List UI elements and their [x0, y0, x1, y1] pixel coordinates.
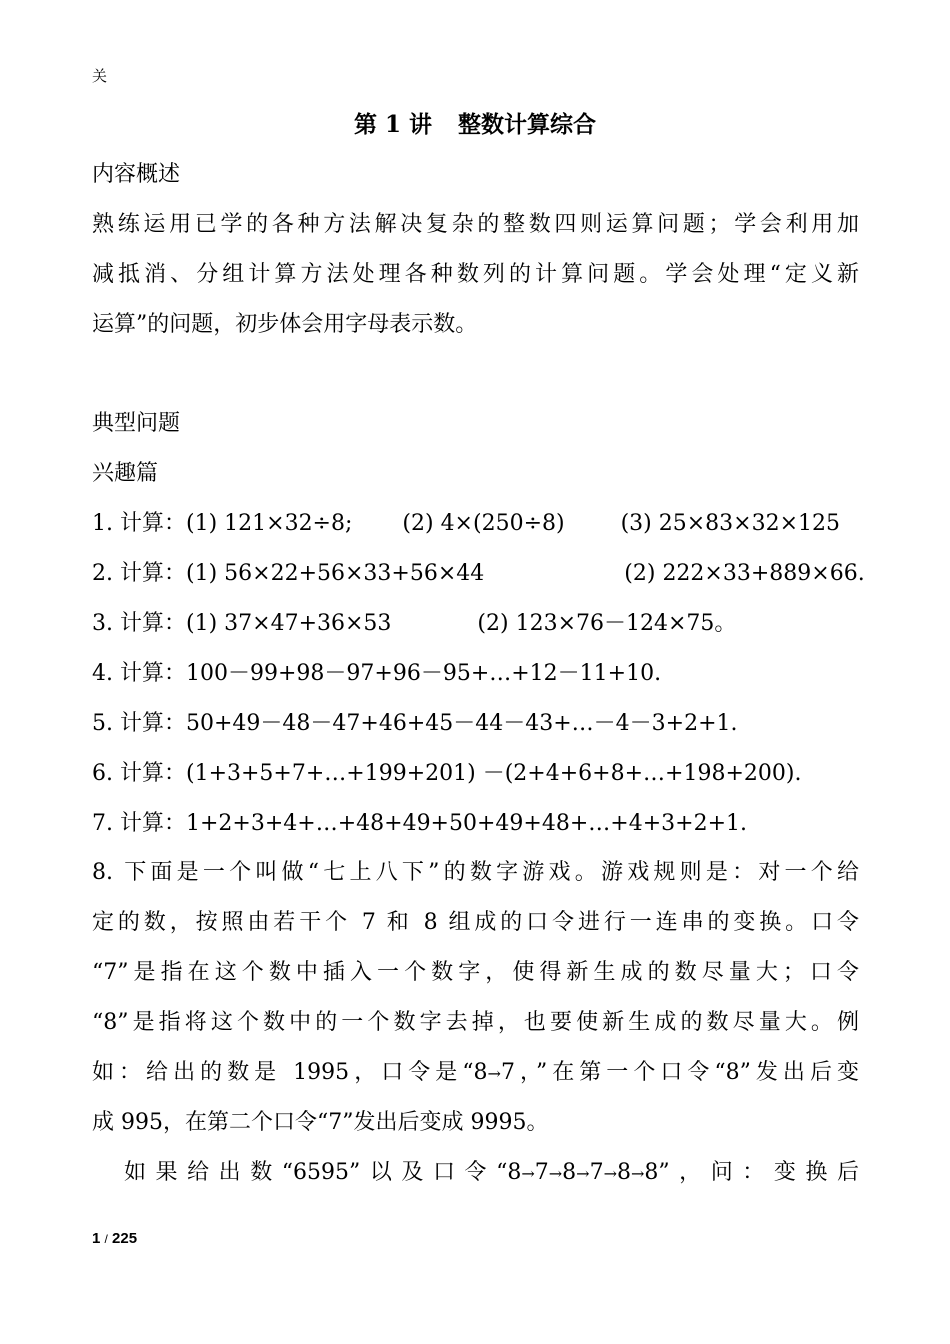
problem-2-part-b: (2) 222×33+889×66. — [624, 561, 865, 586]
problem-8-line-1: 8. 下面是一个叫做“七上八下”的数字游戏。游戏规则是：对一个给 — [92, 860, 859, 885]
arrow-icon: → — [487, 1064, 501, 1083]
page-separator: / — [104, 1232, 108, 1246]
problem-1-part-a: (1) 121×32÷8; — [185, 511, 353, 536]
lecture-number: 第 1 讲 — [353, 111, 433, 138]
section-heading: 典型问题 — [92, 411, 181, 436]
total-pages: 225 — [112, 1230, 138, 1247]
arrow-icon: → — [521, 1164, 535, 1183]
problem-8-line-5-start: 如：给出的数是 1995，口令是“8 — [92, 1060, 488, 1085]
command-digit: 7 — [589, 1160, 604, 1185]
problem-7: 7. 计算：1+2+3+4+…+48+49+50+49+48+…+4+3+2+1. — [92, 811, 747, 836]
problem-1-part-c: (3) 25×83×32×125 — [620, 511, 841, 536]
problem-8-line-7-end: ”，问：变换后 — [658, 1160, 859, 1185]
problem-3-part-a: (1) 37×47+36×53 — [185, 611, 392, 636]
lecture-topic: 整数计算综合 — [458, 111, 597, 138]
overview-line-1: 熟练运用已学的各种方法解决复杂的整数四则运算问题；学会利用加 — [92, 212, 859, 237]
problem-8-line-2: 定的数，按照由若干个 7 和 8 组成的口令进行一连串的变换。口令 — [92, 910, 859, 935]
section-subheading: 兴趣篇 — [92, 461, 159, 486]
problem-3-part-b: (2) 123×76－124×75。 — [477, 611, 737, 636]
problem-1-part-b: (2) 4×(250÷8) — [402, 511, 565, 536]
problem-3-lead: 3. 计算： — [92, 611, 186, 636]
command-digit: 8 — [644, 1160, 659, 1185]
current-page: 1 — [92, 1230, 101, 1247]
command-digit: 7 — [534, 1160, 549, 1185]
command-digit: 8 — [616, 1160, 631, 1185]
problem-2-part-a: (1) 56×22+56×33+56×44 — [185, 561, 485, 586]
overview-line-3: 运算”的问题，初步体会用字母表示数。 — [92, 312, 478, 337]
arrow-icon: → — [603, 1164, 617, 1183]
problem-8-line-6: 成 995，在第二个口令“7”发出后变成 9995。 — [92, 1110, 549, 1135]
problem-8-line-5-end: 7，”在第一个口令“8”发出后变 — [500, 1060, 859, 1085]
problem-2-lead: 2. 计算： — [92, 561, 186, 586]
arrow-icon: → — [548, 1164, 563, 1183]
problem-8-line-4: “8”是指将这个数中的一个数字去掉，也要使新生成的数尽量大。例 — [92, 1010, 859, 1035]
overview-heading: 内容概述 — [92, 162, 181, 187]
page-number — [92, 1229, 137, 1249]
problem-8-line-7 — [124, 1158, 859, 1189]
problem-2 — [92, 559, 865, 589]
arrow-icon: → — [576, 1164, 590, 1183]
problem-5: 5. 计算：50+49－48－47+46+45－44－43+…－4－3+2+1. — [92, 711, 738, 736]
problem-8-line-3: “7”是指在这个数中插入一个数字，使得新生成的数尽量大；口令 — [92, 960, 859, 985]
header-mark: 关 — [92, 67, 108, 85]
arrow-icon: → — [630, 1164, 645, 1183]
problem-8-line-7-start: 如果给出数“6595”以及口令“8 — [124, 1160, 522, 1185]
problem-1-lead: 1. 计算： — [92, 511, 186, 536]
problem-4: 4. 计算：100－99+98－97+96－95+…+12－11+10. — [92, 661, 662, 686]
problem-8-line-5 — [92, 1058, 859, 1089]
problem-6: 6. 计算：(1+3+5+7+…+199+201) －(2+4+6+8+…+198+200). — [92, 761, 802, 786]
problem-1 — [92, 509, 840, 539]
overview-line-2: 减抵消、分组计算方法处理各种数列的计算问题。学会处理“定义新 — [92, 262, 859, 287]
command-digit: 8 — [562, 1160, 577, 1185]
problem-3 — [92, 609, 736, 639]
page-title — [0, 109, 950, 141]
